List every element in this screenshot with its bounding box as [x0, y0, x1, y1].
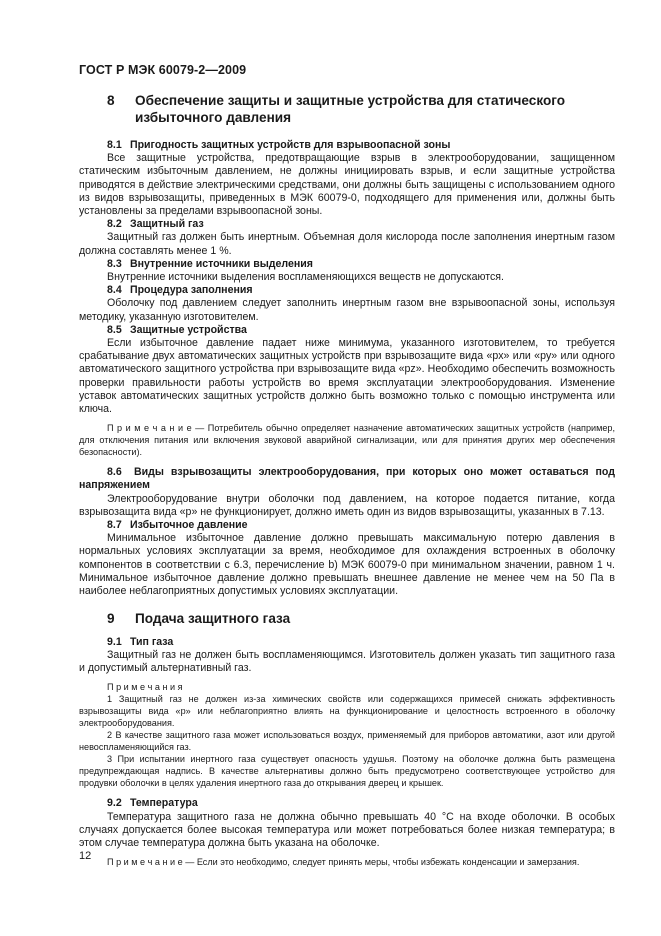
- page-content: [79, 93, 615, 868]
- note-9-1-2: 2 В качестве защитного газа может использоваться воздух, применяемый для приборов автоматики, азот или другой невоспламеняющийся газ.: [79, 730, 615, 753]
- subsection-title: Виды взрывозащиты электрооборудования, при которых оно может оставаться под напряжением: [79, 466, 615, 492]
- note-9-2: [79, 856, 615, 868]
- subsection-title: Процедура заполнения: [129, 284, 253, 297]
- subsection-title: Температура: [129, 797, 198, 810]
- subsection-number: 8.4: [107, 284, 122, 297]
- subsection-number: 9.1: [107, 635, 122, 648]
- paragraph-9-1: Защитный газ не должен быть воспламеняющимся. Изготовитель должен указать тип защитного газа и допустимый альтернативный газ.: [79, 649, 615, 675]
- standard-header: ГОСТ Р МЭК 60079-2—2009: [79, 63, 247, 77]
- subsection-8-2-heading: [79, 218, 615, 231]
- note-label: П р и м е ч а н и е: [107, 857, 183, 868]
- subsection-8-1-heading: [79, 139, 615, 152]
- note-8-5: [79, 422, 615, 458]
- subsection-number: 8.6: [107, 466, 122, 479]
- note-label: П р и м е ч а н и е: [107, 423, 192, 434]
- note-text: — Если это необходимо, следует принять меры, чтобы избежать конденсации и замерзания.: [182, 857, 580, 868]
- section-8-heading: [79, 93, 615, 126]
- section-title: Подача защитного газа: [135, 611, 291, 627]
- subsection-8-4-heading: [79, 284, 615, 297]
- subsection-number: 8.3: [107, 257, 122, 270]
- subsection-8-3-heading: [79, 258, 615, 271]
- note-text: — Потребитель обычно определяет назначение автоматических защитных устройств (например, для отключения питания или включения звуковой аварийной сигнализации, или для принятия других мер обеспечения безопасности).: [79, 423, 615, 458]
- subsection-title: Защитный газ: [129, 218, 204, 231]
- paragraph-8-4: Оболочку под давлением следует заполнить инертным газом вне взрывоопасной зоны, используя методику, указанную изготовителем.: [79, 297, 615, 323]
- subsection-9-1-heading: [79, 636, 615, 649]
- subsection-title: Внутренние источники выделения: [129, 257, 313, 270]
- subsection-title: Избыточное давление: [129, 519, 248, 532]
- paragraph-8-5: Если избыточное давление падает ниже минимума, указанного изготовителем, то требуется срабатывание двух автоматических защитных устройств при взрывозащите вида «px» или «py» или одного автоматического защитного устройства при взрывозащите вида «pz». Необходимо обеспечить возможность проверки правильности работы устройств во время эксплуатации электрооборудования. Изменение уставок автоматических защитных устройств должно быть возможно только с помощью инструмента или ключа.: [79, 337, 616, 416]
- section-number: 8: [107, 93, 115, 108]
- subsection-8-7-heading: [79, 519, 615, 532]
- paragraph-8-6: Электрооборудование внутри оболочки под давлением, на которое подается питание, когда взрывозащита вида «p» не функционирует, должно иметь один из видов взрывозащиты, указанных в 7.13.: [79, 492, 615, 518]
- section-title: Обеспечение защиты и защитные устройства для статического избыточного давления: [135, 93, 566, 125]
- paragraph-9-2: Температура защитного газа не должна обычно превышать 40 °С на входе оболочки. В особых случаях допускается более высокая температура или может потребоваться более низкая температура; в этом случае температура должна быть указана на оболочке.: [79, 810, 615, 850]
- subsection-title: Пригодность защитных устройств для взрывоопасной зоны: [129, 139, 451, 151]
- note-9-1-1: 1 Защитный газ не должен из-за химических свойств или содержащихся примесей снижать эффективность взрывозащиты вида «р» или неблагоприятно влиять на функционирование и целостность встроенного в оболочку электрооборудования.: [79, 694, 615, 729]
- section-9-heading: [79, 611, 615, 628]
- section-number: 9: [107, 611, 115, 627]
- subsection-9-2-heading: [79, 797, 615, 810]
- page-number: 12: [79, 850, 92, 862]
- subsection-number: 8.7: [107, 519, 122, 532]
- subsection-title: Тип газа: [129, 635, 174, 648]
- subsection-title: Защитные устройства: [129, 323, 247, 336]
- subsection-number: 8.1: [107, 139, 122, 151]
- paragraph-8-1: Все защитные устройства, предотвращающие взрыв в электрооборудовании, защищенном статическим избыточным давлением, не должны инициировать взрыв, и если защитные устройства приводятся в действие электрическими средствами, они должны быть защищены с использованием одного из видов взрывозащиты, приведенных в МЭК 60079-0, подходящего для применения или, должны быть установлены за пределами взрывоопасной зоны.: [79, 152, 615, 218]
- paragraph-8-2: Защитный газ должен быть инертным. Объемная доля кислорода после заполнения инертным газом должна составлять менее 1 %.: [79, 231, 615, 257]
- notes-label: П р и м е ч а н и я: [107, 682, 183, 693]
- paragraph-8-3: Внутренние источники выделения воспламеняющихся веществ не допускаются.: [107, 271, 504, 284]
- note-9-1-3: 3 При испытании инертного газа существует опасность удушья. Поэтому на оболочке должна быть размещена предупреждающая надпись. В качестве альтернативы должно быть предусмотрено соответствующее устройство для продувки оболочки в целях удаления инертного газа до открывания дверец и крышек.: [79, 754, 615, 789]
- subsection-number: 9.2: [107, 797, 122, 810]
- subsection-8-5-heading: [79, 324, 615, 337]
- subsection-8-6-heading: [79, 466, 615, 492]
- subsection-number: 8.5: [107, 323, 122, 336]
- subsection-number: 8.2: [107, 218, 122, 231]
- paragraph-8-7: Минимальное избыточное давление должно превышать максимальную потерю давления в нормальных условиях эксплуатации за время, необходимое для охлаждения встроенных в оболочку компонентов в соответствии с 6.3, перечисление b) МЭК 60079-0 при минимальном значении, равном 1 ч. Минимальное избыточное давление должно превышать внешнее давление не менее чем на 50 Па в наиболее неблагоприятных допустимых условиях эксплуатации.: [79, 532, 615, 598]
